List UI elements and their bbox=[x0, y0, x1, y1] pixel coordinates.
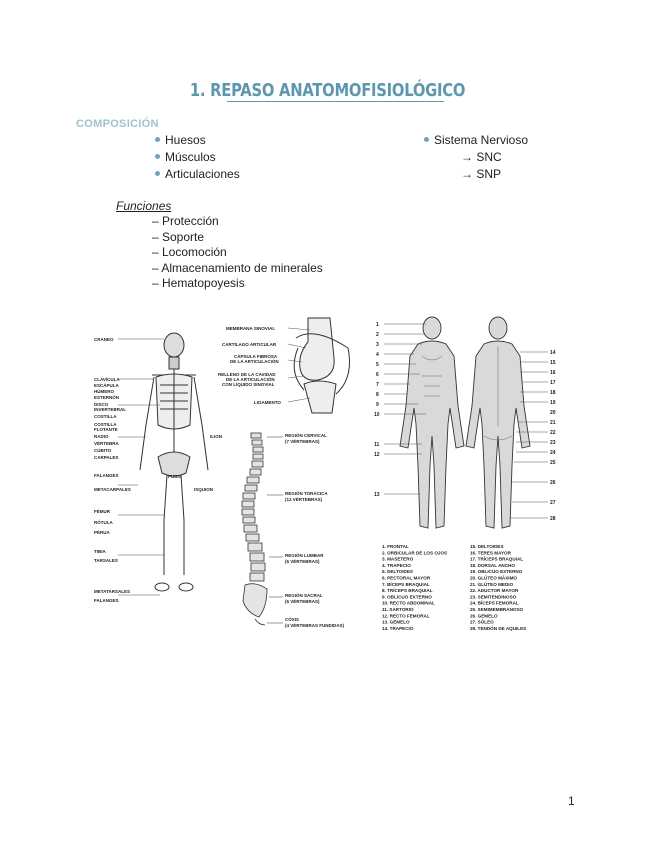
svg-text:9: 9 bbox=[376, 402, 379, 408]
svg-text:CLAVÍCULA: CLAVÍCULA bbox=[94, 377, 120, 382]
svg-text:LIGAMENTO: LIGAMENTO bbox=[254, 400, 281, 405]
svg-text:ILION: ILION bbox=[210, 434, 222, 439]
svg-text:PUBIS: PUBIS bbox=[168, 474, 182, 479]
svg-text:20. GLÚTEO MÁXIMO: 20. GLÚTEO MÁXIMO bbox=[470, 575, 517, 581]
svg-text:13: 13 bbox=[374, 492, 380, 498]
list-item: – Almacenamiento de minerales bbox=[152, 260, 323, 275]
svg-text:18. DORSAL ANCHO: 18. DORSAL ANCHO bbox=[470, 562, 515, 568]
svg-text:12: 12 bbox=[374, 452, 380, 458]
list-item: – Protección bbox=[152, 214, 219, 228]
svg-text:FLOTANTE: FLOTANTE bbox=[94, 427, 118, 432]
svg-text:7. BÍCEPS BRAQUIAL: 7. BÍCEPS BRAQUIAL bbox=[382, 581, 430, 587]
svg-text:28. TENDÓN DE AQUILES: 28. TENDÓN DE AQUILES bbox=[470, 625, 527, 631]
svg-text:DE LA ARTICULACIÓN: DE LA ARTICULACIÓN bbox=[230, 359, 279, 364]
svg-text:REGIÓN SACRAL: REGIÓN SACRAL bbox=[285, 593, 323, 598]
svg-text:2. ORBICULAR DE LOS OJOS: 2. ORBICULAR DE LOS OJOS bbox=[382, 550, 448, 556]
svg-text:6. PECTORAL MAYOR: 6. PECTORAL MAYOR bbox=[382, 575, 431, 581]
svg-text:21: 21 bbox=[550, 420, 556, 426]
svg-text:14: 14 bbox=[550, 350, 556, 356]
page-title: 1. REPASO ANATOMOFISIOLÓGICO bbox=[189, 80, 466, 101]
spine-illustration bbox=[225, 425, 360, 635]
svg-text:TARSALES: TARSALES bbox=[94, 558, 118, 563]
list-item: – Locomoción bbox=[152, 245, 227, 260]
page-number: 1 bbox=[568, 794, 575, 808]
svg-text:13. GEMELO: 13. GEMELO bbox=[382, 619, 410, 625]
knee-joint-illustration bbox=[218, 318, 358, 413]
muscles-illustration bbox=[370, 316, 565, 541]
svg-text:19: 19 bbox=[550, 400, 556, 406]
svg-text:VÉRTEBRA: VÉRTEBRA bbox=[94, 441, 119, 446]
svg-text:RADIO: RADIO bbox=[94, 434, 109, 439]
muscle-legend bbox=[382, 542, 562, 637]
svg-text:10. RECTO ABDOMINAL: 10. RECTO ABDOMINAL bbox=[382, 600, 435, 606]
svg-text:CON LÍQUIDO SINOVIAL: CON LÍQUIDO SINOVIAL bbox=[222, 382, 275, 387]
svg-text:ESCÁPULA: ESCÁPULA bbox=[94, 383, 119, 388]
svg-text:26. GEMELO: 26. GEMELO bbox=[470, 613, 498, 619]
svg-text:CARTÍLAGO ARTICULAR: CARTÍLAGO ARTICULAR bbox=[222, 342, 277, 347]
bullet-icon bbox=[155, 137, 160, 142]
bullet-icon bbox=[155, 171, 160, 176]
svg-text:COSTILLA: COSTILLA bbox=[94, 422, 117, 427]
svg-text:(5 VÉRTEBRAS): (5 VÉRTEBRAS) bbox=[285, 599, 320, 604]
svg-text:19. OBLICUO EXTERNO: 19. OBLICUO EXTERNO bbox=[470, 569, 523, 575]
svg-text:(5 VÉRTEBRAS): (5 VÉRTEBRAS) bbox=[285, 559, 320, 564]
list-item: – Soporte bbox=[152, 229, 205, 244]
svg-text:24. BÍCEPS FEMORAL: 24. BÍCEPS FEMORAL bbox=[470, 600, 519, 606]
svg-text:28: 28 bbox=[550, 516, 556, 522]
svg-text:RELLENO DE LA CAVIDAD: RELLENO DE LA CAVIDAD bbox=[218, 372, 276, 377]
svg-text:7: 7 bbox=[376, 382, 379, 388]
svg-text:FALANGES: FALANGES bbox=[94, 473, 119, 478]
svg-text:CARPALES: CARPALES bbox=[94, 455, 119, 460]
bullet-icon bbox=[155, 154, 160, 159]
svg-text:20: 20 bbox=[550, 410, 556, 416]
svg-text:27. SÓLEO: 27. SÓLEO bbox=[470, 619, 494, 625]
svg-text:HÚMERO: HÚMERO bbox=[94, 389, 114, 394]
list-item: Articulaciones bbox=[155, 166, 240, 183]
svg-text:16: 16 bbox=[550, 370, 556, 376]
svg-text:ESTERNÓN: ESTERNÓN bbox=[94, 395, 120, 400]
svg-text:TIBIA: TIBIA bbox=[94, 549, 106, 554]
svg-text:RÓTULA: RÓTULA bbox=[94, 520, 113, 525]
svg-text:ISQUION: ISQUION bbox=[194, 487, 214, 492]
svg-text:INVERTEBRAL: INVERTEBRAL bbox=[94, 407, 127, 412]
svg-text:4: 4 bbox=[376, 352, 379, 358]
list-item: → SNC bbox=[461, 150, 502, 164]
list-item: Sistema Nervioso bbox=[424, 132, 528, 149]
svg-text:1. FRONTAL: 1. FRONTAL bbox=[382, 544, 409, 549]
svg-text:5: 5 bbox=[376, 362, 379, 368]
bullet-icon bbox=[424, 137, 429, 142]
svg-text:3: 3 bbox=[376, 342, 379, 348]
skeleton-illustration bbox=[90, 325, 220, 610]
svg-text:27: 27 bbox=[550, 500, 556, 506]
svg-text:REGIÓN TORÁCICA: REGIÓN TORÁCICA bbox=[285, 491, 328, 496]
svg-text:FÉMUR: FÉMUR bbox=[94, 509, 110, 514]
svg-text:16. TERES MAYOR: 16. TERES MAYOR bbox=[470, 550, 511, 556]
svg-text:(7 VÉRTEBRAS): (7 VÉRTEBRAS) bbox=[285, 439, 320, 444]
svg-text:9. OBLICUO EXTERNO: 9. OBLICUO EXTERNO bbox=[382, 594, 432, 600]
svg-text:12. RECTO FEMORAL: 12. RECTO FEMORAL bbox=[382, 613, 430, 619]
svg-text:5. DELTOIDES: 5. DELTOIDES bbox=[382, 569, 413, 575]
svg-text:14. TRAPECIO: 14. TRAPECIO bbox=[382, 625, 414, 631]
svg-text:CÓXIS: CÓXIS bbox=[285, 617, 300, 622]
svg-text:FALANGES: FALANGES bbox=[94, 598, 119, 603]
svg-text:10: 10 bbox=[374, 412, 380, 418]
composition-list bbox=[155, 132, 240, 183]
svg-text:8. TRÍCEPS BRAQUIAL: 8. TRÍCEPS BRAQUIAL bbox=[382, 588, 433, 594]
svg-text:(12 VÉRTEBRAS): (12 VÉRTEBRAS) bbox=[285, 497, 323, 502]
svg-text:DE LA ARTICULACIÓN: DE LA ARTICULACIÓN bbox=[226, 377, 275, 382]
svg-text:25. SEMIMEMBRANOSO: 25. SEMIMEMBRANOSO bbox=[470, 607, 524, 612]
svg-text:17: 17 bbox=[550, 380, 556, 386]
svg-text:15. DELTOIDES: 15. DELTOIDES bbox=[470, 544, 504, 549]
list-item: Huesos bbox=[155, 132, 240, 149]
svg-text:METATARSALES: METATARSALES bbox=[94, 589, 130, 594]
svg-text:REGIÓN CERVICAL: REGIÓN CERVICAL bbox=[285, 433, 327, 438]
svg-text:METACARPALES: METACARPALES bbox=[94, 487, 131, 492]
list-item: → SNP bbox=[461, 167, 502, 181]
svg-text:18: 18 bbox=[550, 390, 556, 396]
svg-text:26: 26 bbox=[550, 480, 556, 486]
svg-text:6: 6 bbox=[376, 372, 379, 378]
svg-text:CÚBITO: CÚBITO bbox=[94, 448, 112, 453]
svg-text:15: 15 bbox=[550, 360, 556, 366]
svg-text:1: 1 bbox=[376, 322, 379, 328]
svg-text:11. SARTORIO: 11. SARTORIO bbox=[382, 607, 414, 612]
svg-text:24: 24 bbox=[550, 450, 556, 456]
svg-text:22: 22 bbox=[550, 430, 556, 436]
svg-text:(4 VÉRTEBRAS FUNDIDAS): (4 VÉRTEBRAS FUNDIDAS) bbox=[285, 623, 345, 628]
svg-text:CRANEO: CRANEO bbox=[94, 337, 114, 342]
svg-text:2: 2 bbox=[376, 332, 379, 338]
svg-text:PÉRUA: PÉRUA bbox=[94, 530, 110, 535]
svg-text:25: 25 bbox=[550, 460, 556, 466]
svg-text:17. TRÍCEPS BRAQUIAL: 17. TRÍCEPS BRAQUIAL bbox=[470, 556, 524, 562]
svg-text:CÁPSULA FIBROSA: CÁPSULA FIBROSA bbox=[234, 354, 278, 359]
svg-text:DISCO: DISCO bbox=[94, 402, 109, 407]
svg-text:22. ADUCTOR MAYOR: 22. ADUCTOR MAYOR bbox=[470, 588, 519, 594]
svg-text:8: 8 bbox=[376, 392, 379, 398]
nervous-system-list bbox=[424, 132, 528, 183]
title-underline bbox=[227, 101, 444, 102]
svg-text:3. MASETERO: 3. MASETERO bbox=[382, 556, 414, 562]
svg-text:23. SEMITENDINOSO: 23. SEMITENDINOSO bbox=[470, 594, 517, 600]
svg-text:COSTILLA: COSTILLA bbox=[94, 414, 117, 419]
functions-list bbox=[152, 214, 323, 292]
svg-text:21. GLÚTEO MEDIO: 21. GLÚTEO MEDIO bbox=[470, 581, 514, 587]
functions-heading: Funciones bbox=[116, 199, 172, 213]
svg-text:4. TRAPECIO: 4. TRAPECIO bbox=[382, 562, 411, 568]
svg-text:MEMBRANA SINOVIAL: MEMBRANA SINOVIAL bbox=[226, 326, 276, 331]
svg-text:23: 23 bbox=[550, 440, 556, 446]
svg-text:11: 11 bbox=[374, 442, 380, 448]
section-heading: COMPOSICIÓN bbox=[76, 118, 159, 130]
svg-text:REGIÓN LUMBAR: REGIÓN LUMBAR bbox=[285, 553, 324, 558]
list-item: Músculos bbox=[155, 149, 240, 166]
list-item: – Hematopoyesis bbox=[152, 276, 245, 291]
